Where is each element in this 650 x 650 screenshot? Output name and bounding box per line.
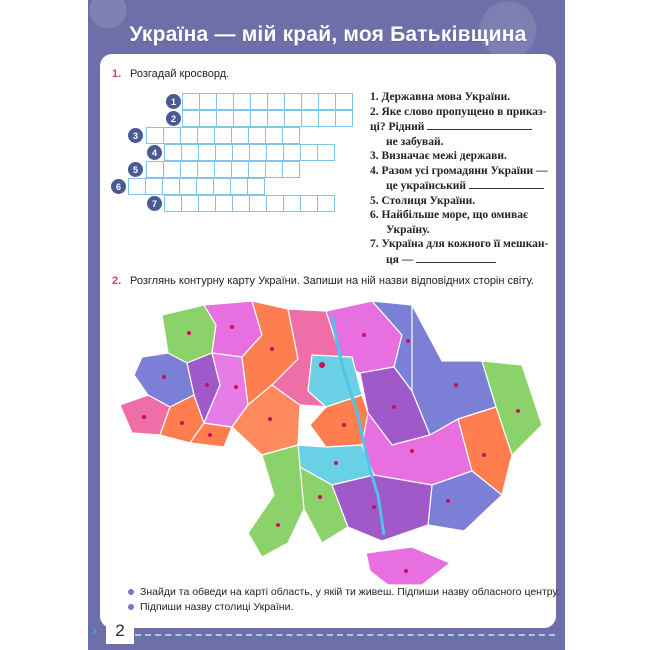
crossword-cell[interactable] xyxy=(214,161,232,178)
crossword-cell[interactable] xyxy=(301,93,319,110)
task-2-instruction: Розглянь контурну карту України. Запиши на ній назви відповідних сторін світу. xyxy=(130,275,534,287)
crossword-cell[interactable] xyxy=(128,178,146,195)
crossword-cell[interactable] xyxy=(164,144,182,161)
crossword-cell[interactable] xyxy=(231,127,249,144)
crossword-cell[interactable] xyxy=(335,93,353,110)
crossword-cell[interactable] xyxy=(162,178,180,195)
crossword-cell[interactable] xyxy=(248,127,266,144)
crossword-cell[interactable] xyxy=(233,110,251,127)
clue-1: 1. Державна мова України. xyxy=(370,91,511,103)
clue-4: 4. Разом усі громадяни України — xyxy=(370,164,548,177)
crossword-cell[interactable] xyxy=(214,127,232,144)
region-crimea xyxy=(366,547,450,585)
crossword-cell[interactable] xyxy=(247,178,265,195)
crossword-cell[interactable] xyxy=(215,144,233,161)
clue-2: 2. Яке слово пропущено в приказ- xyxy=(370,105,547,118)
crossword-cell[interactable] xyxy=(197,127,215,144)
clue-6-cont: Україну. xyxy=(386,223,430,236)
page-title: Україна — мій край, моя Батьківщина xyxy=(129,23,527,46)
crossword-number-2: 2 xyxy=(166,111,181,126)
crossword-cell[interactable] xyxy=(282,127,300,144)
crossword-clues xyxy=(370,90,560,267)
bullet-icon xyxy=(128,589,134,595)
crossword-cell[interactable] xyxy=(199,110,217,127)
crossword-cell[interactable] xyxy=(283,195,301,212)
crossword-number-3: 3 xyxy=(128,128,143,143)
crossword-cell[interactable] xyxy=(213,178,231,195)
clue-5: 5. Столиця України. xyxy=(370,194,476,207)
crossword-cell[interactable] xyxy=(182,110,200,127)
task-1-number: 1. xyxy=(112,68,122,80)
crossword-cell[interactable] xyxy=(233,93,251,110)
ukraine-contour-map[interactable] xyxy=(112,295,552,590)
task-2-number: 2. xyxy=(112,275,122,287)
crossword-number-5: 5 xyxy=(128,162,143,177)
crossword-cell[interactable] xyxy=(265,127,283,144)
clue-2-end: не забувай. xyxy=(386,135,444,148)
crossword-cell[interactable] xyxy=(284,93,302,110)
crossword-cell[interactable] xyxy=(266,195,284,212)
clue-7-cont: ця — xyxy=(370,252,560,268)
crossword-cell[interactable] xyxy=(318,93,336,110)
crossword-cell[interactable] xyxy=(317,195,335,212)
crossword-cell[interactable] xyxy=(182,93,200,110)
bullet-icon xyxy=(128,604,134,610)
crossword-cell[interactable] xyxy=(230,178,248,195)
crossword-cell[interactable] xyxy=(250,110,268,127)
chevron-right-icon: › xyxy=(92,622,97,638)
clue-6: 6. Найбільше море, що омиває xyxy=(370,209,528,221)
crossword-cell[interactable] xyxy=(199,93,217,110)
crossword-number-4: 4 xyxy=(147,145,162,160)
crossword-cell[interactable] xyxy=(284,110,302,127)
crossword-cell[interactable] xyxy=(163,161,181,178)
answer-line[interactable] xyxy=(416,252,496,263)
crossword-number-7: 7 xyxy=(147,196,162,211)
crossword-cell[interactable] xyxy=(282,161,300,178)
subtask-2: Підпиши назву столиці України. xyxy=(128,600,560,615)
crossword-cell[interactable] xyxy=(249,144,267,161)
crossword-cell[interactable] xyxy=(198,195,216,212)
crossword-cell[interactable] xyxy=(267,93,285,110)
crossword-number-6: 6 xyxy=(111,179,126,194)
crossword-cell[interactable] xyxy=(180,127,198,144)
region-odesa xyxy=(248,445,304,557)
crossword-cell[interactable] xyxy=(181,195,199,212)
crossword-cell[interactable] xyxy=(232,195,250,212)
crossword-cell[interactable] xyxy=(179,178,197,195)
subtask-1: Знайди та обведи на карті область, у якій ти живеш. Підпиши назву обласного центру. xyxy=(128,585,560,600)
answer-line[interactable] xyxy=(469,178,544,189)
crossword-cell[interactable] xyxy=(146,161,164,178)
crossword-cell[interactable] xyxy=(164,195,182,212)
crossword-cell[interactable] xyxy=(266,144,284,161)
clue-4-cont: це український xyxy=(370,178,560,194)
crossword-cell[interactable] xyxy=(249,195,267,212)
crossword-cell[interactable] xyxy=(216,110,234,127)
task-2-subtasks xyxy=(128,585,560,615)
crossword-cell[interactable] xyxy=(181,144,199,161)
crossword-cell[interactable] xyxy=(283,144,301,161)
clue-7: 7. Україна для кожного її мешкан- xyxy=(370,238,549,250)
clue-3: 3. Визначає межі держави. xyxy=(370,150,507,162)
crossword-cell[interactable] xyxy=(215,195,233,212)
page-number: 2 xyxy=(106,618,134,644)
crossword-cell[interactable] xyxy=(335,110,353,127)
crossword-cell[interactable] xyxy=(248,161,266,178)
crossword-cell[interactable] xyxy=(198,144,216,161)
crossword-cell[interactable] xyxy=(196,178,214,195)
crossword-cell[interactable] xyxy=(300,144,318,161)
crossword-cell[interactable] xyxy=(145,178,163,195)
crossword-cell[interactable] xyxy=(301,110,319,127)
crossword-cell[interactable] xyxy=(265,161,283,178)
crossword-cell[interactable] xyxy=(317,144,335,161)
dashed-decoration xyxy=(135,634,555,636)
task-1-instruction: Розгадай кросворд. xyxy=(130,68,230,80)
clue-2-cont: ці? Рідний xyxy=(370,119,560,135)
crossword-cell[interactable] xyxy=(232,144,250,161)
crossword-cell[interactable] xyxy=(146,127,164,144)
crossword-cell[interactable] xyxy=(250,93,268,110)
crossword-cell[interactable] xyxy=(163,127,181,144)
crossword-number-1: 1 xyxy=(166,94,181,109)
crossword-cell[interactable] xyxy=(300,195,318,212)
crossword-cell[interactable] xyxy=(216,93,234,110)
crossword-cell[interactable] xyxy=(318,110,336,127)
crossword-cell[interactable] xyxy=(231,161,249,178)
crossword-cell[interactable] xyxy=(267,110,285,127)
answer-line[interactable] xyxy=(427,119,532,130)
crossword-cell[interactable] xyxy=(197,161,215,178)
crossword-cell[interactable] xyxy=(180,161,198,178)
title-strip xyxy=(98,18,558,52)
